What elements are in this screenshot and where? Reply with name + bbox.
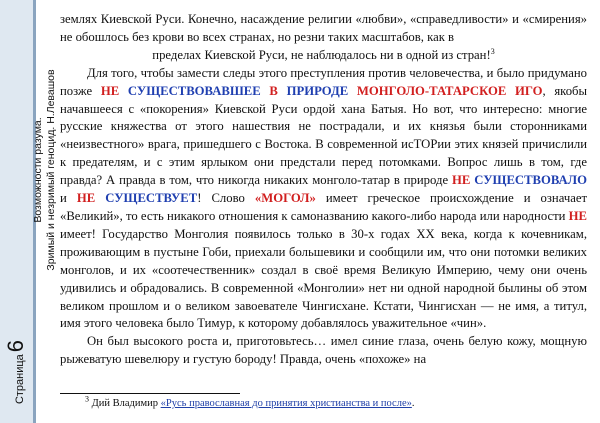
p2-text-1: Для того, чтобы замести следы этого преступления против человечества, и было придумано позже <box>60 65 587 98</box>
footnote <box>85 394 415 409</box>
emph-v: В <box>269 83 278 98</box>
p2-text-3: ! Слово <box>197 191 255 206</box>
emph-sushchestvuet: СУЩЕСТВУЕТ <box>105 191 198 206</box>
book-subtitle: Зримый и незримый геноцид. Н.Левашов <box>45 69 57 271</box>
book-title-block <box>32 69 58 270</box>
page-word: Страница <box>14 354 26 405</box>
space <box>278 84 287 98</box>
space <box>119 84 128 98</box>
emph-ne-2: НЕ <box>451 173 471 188</box>
footnote-ref[interactable]: 3 <box>490 46 495 56</box>
p1-line-2: «смирения» не обошлось без крови во всех странах, но резни таких масштабов, как в <box>60 12 587 44</box>
space <box>95 191 105 205</box>
emph-ne-4: НЕ <box>568 208 587 223</box>
p1-line-3: пределах Киевской Руси, не наблюдалось ни в одной из стран! <box>152 47 491 62</box>
emph-ne: НЕ <box>100 83 120 98</box>
emph-mogol: «МОГОЛ» <box>254 191 316 206</box>
paragraph-1-end <box>60 47 587 65</box>
p2-text-2: , якобы начавшееся с «покорения» Киевской Руси ордой хана Батыя. Но вот, что интересно: многие русские княжества от этого нашествия не пострадали, и их князья были сторонниками «неизвестного» врага, пришедшего с Востока. В современной исТОРии этих князей причислили к предателям, и с этим ярлыком они предстали перед потомками. Вопрос лишь в том, где правда? А правда в том, что никогда никаких монголо-татар в природе <box>60 83 588 188</box>
footnote-number: 3 <box>85 394 89 404</box>
space <box>348 84 357 98</box>
paragraph-1 <box>60 11 587 47</box>
footnote-end: . <box>411 398 415 409</box>
p2-text-4: имеет греческое происхождение и означает «Великий», то есть никакого отношения к самоназванию какого-либо народа или народности <box>60 191 588 223</box>
emph-sushchestvovavshee: СУЩЕСТВОВАВШЕЕ <box>127 83 261 98</box>
p1-line-1: землях Киевской Руси. Конечно, насаждение религии «любви», «справедливости» и <box>60 12 519 26</box>
page-label <box>3 340 29 404</box>
emph-ne-3: НЕ <box>76 191 96 206</box>
footnote-link[interactable]: «Русь православная до принятия христианства и после» <box>160 398 412 409</box>
emph-mongolo-tatarskoe: МОНГОЛО-ТАТАРСКОЕ ИГО <box>356 83 543 98</box>
p2-and: и <box>60 191 77 206</box>
p2-text-5: имеет! Государство Монголия появилось только в 30-х годах ХХ века, когда к кочевникам, проживающим в пустыне Гоби, приехали большевики и сообщили им, что они потомки великих монголов, и их «соотечественник» создал в своё время Великую Империю, чему они очень удивились и обрадовались. В современной «Монголии» нет ни одной народной былины об этом великом прошлом и о великом завоевателе Чингисхане. Кстати, Чингисхан — не имя, а титул, имя этого человека было Тимур, к которому добавлялось уважительное «чин». <box>60 226 587 331</box>
paragraph-2 <box>60 65 587 334</box>
book-title: Возможности разума. <box>32 117 44 223</box>
emph-prirode: ПРИРОДЕ <box>286 83 349 98</box>
document-body <box>60 11 587 369</box>
book-title-sidebar <box>34 0 56 423</box>
footnote-author: Дий Владимир <box>89 398 161 409</box>
paragraph-3: Он был высокого роста и, приготовьтесь… имел синие глаза, очень белую кожу, мощную рыжеватую шевелюру и густую бороду! Правда, очень «похоже» на <box>60 334 587 367</box>
emph-sushchestvovalo: СУЩЕСТВОВАЛО <box>474 173 588 188</box>
page-number: 6 <box>3 339 28 353</box>
